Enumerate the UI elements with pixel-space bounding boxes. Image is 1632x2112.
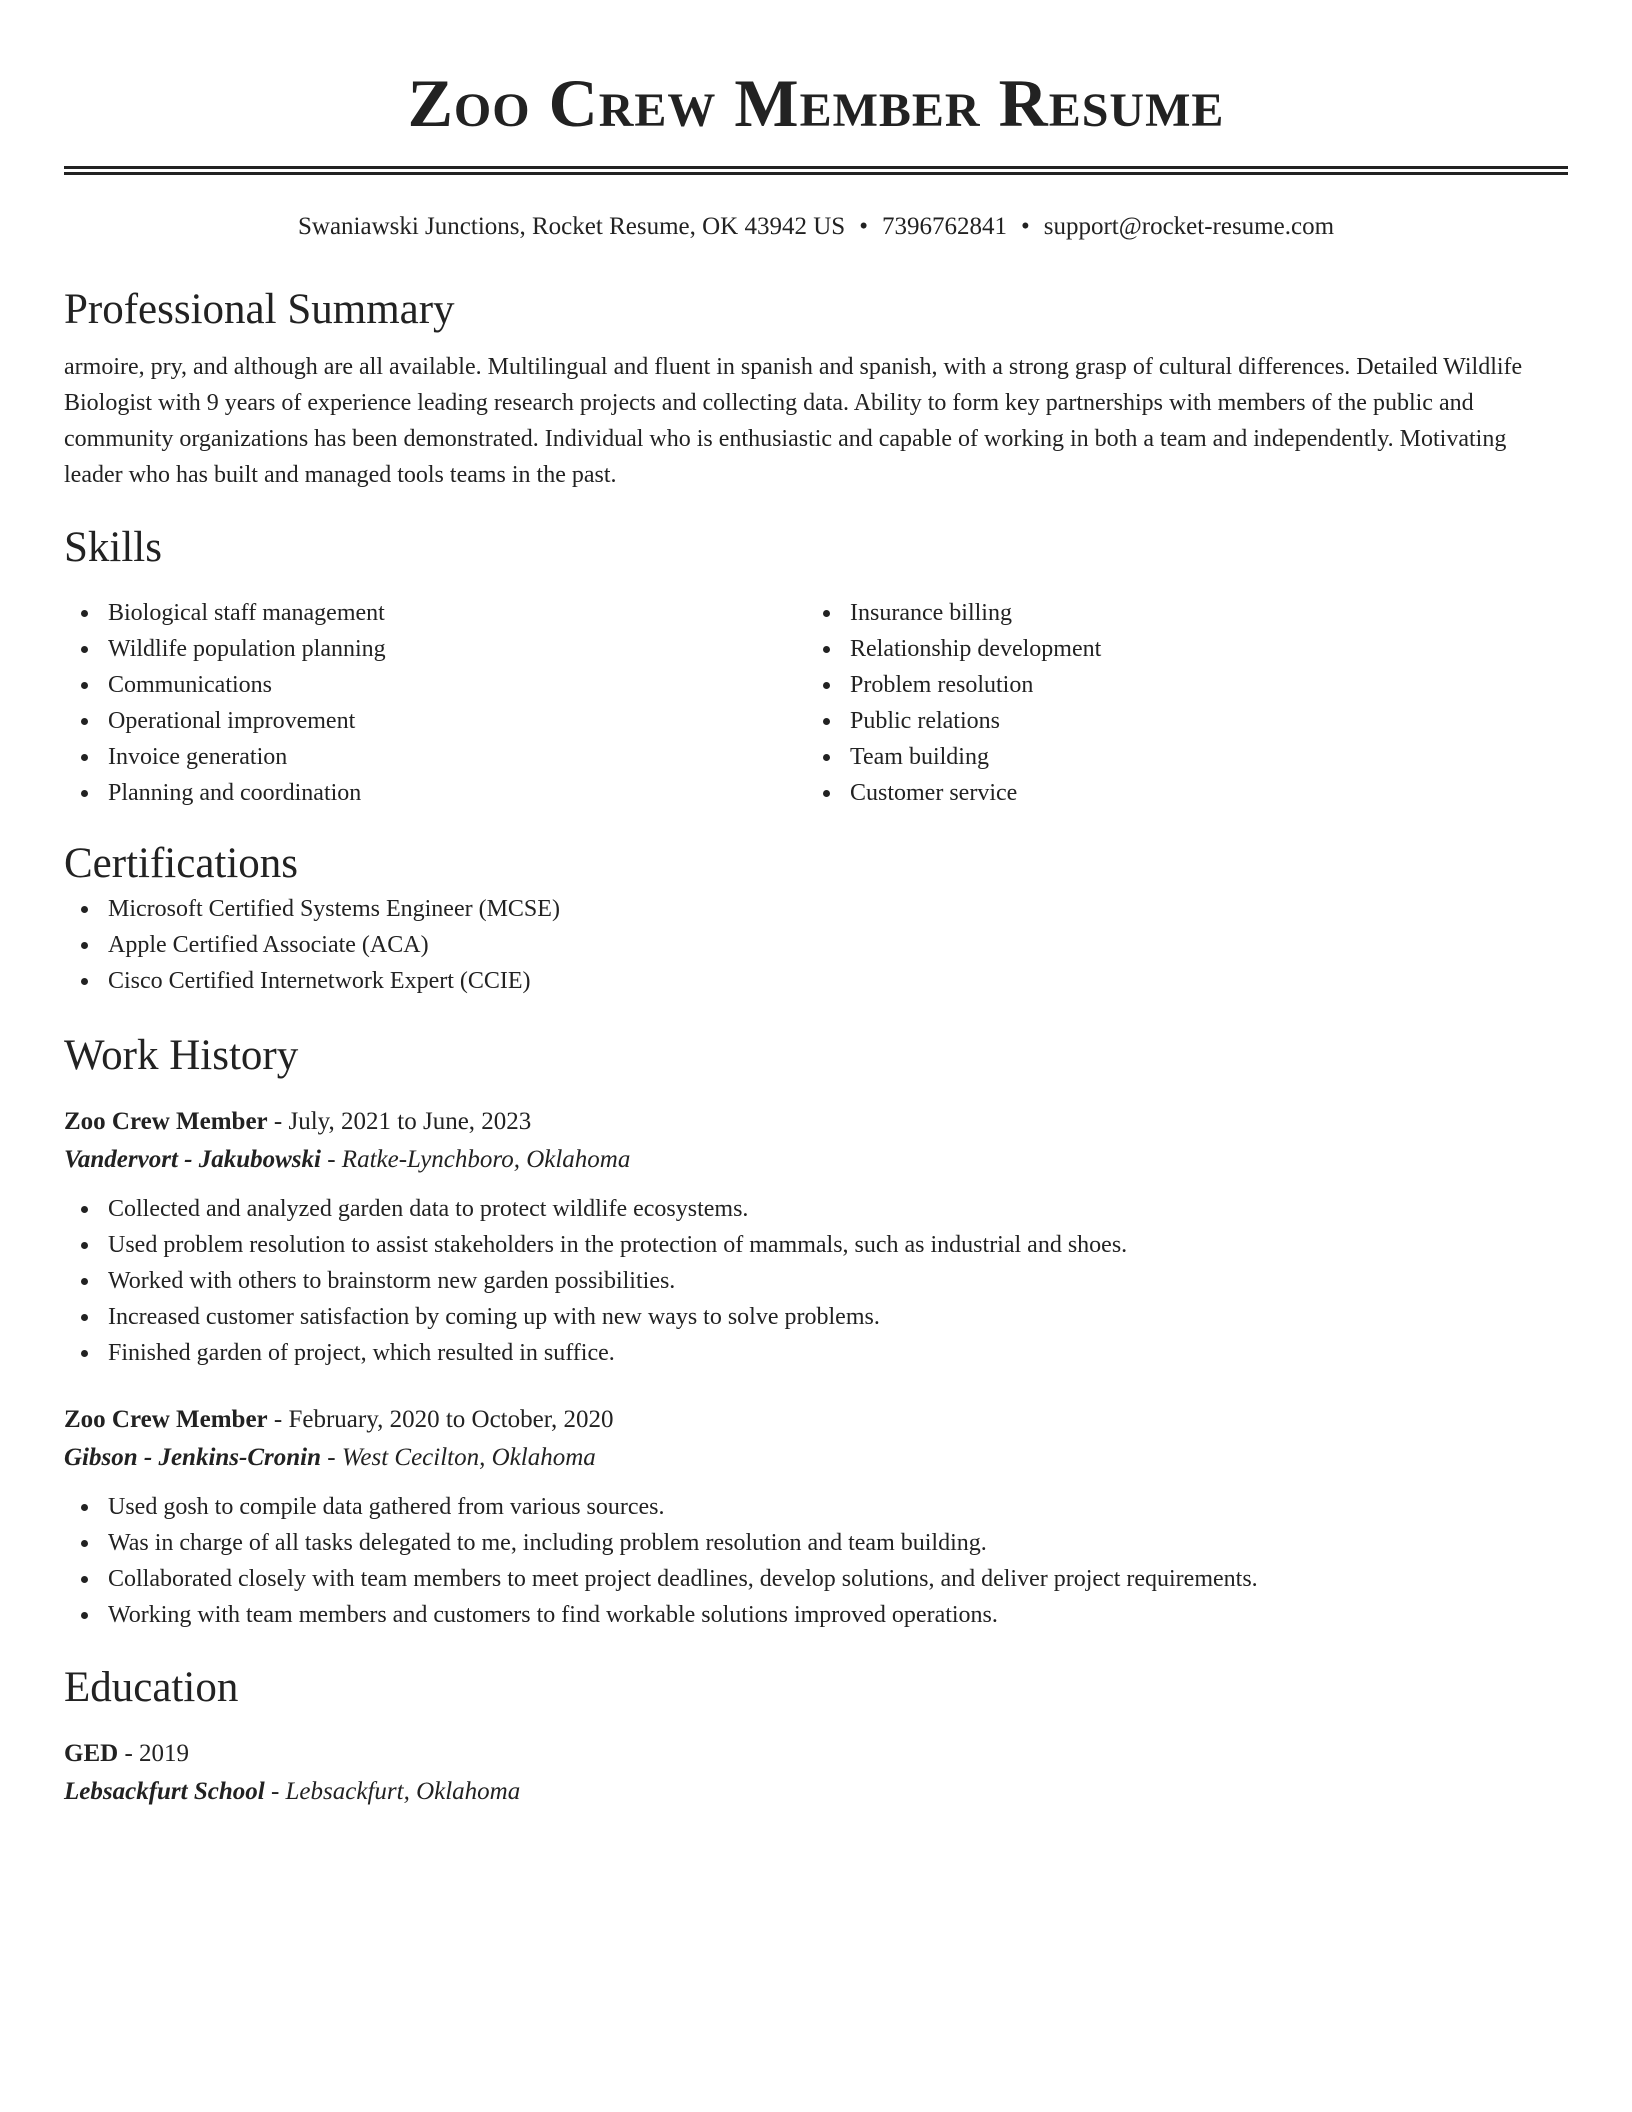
job-duty-text: Working with team members and customers to find workable solutions improved operations.: [108, 1602, 998, 1628]
bullet-icon: [81, 646, 88, 653]
certification-item: [64, 927, 1568, 963]
job-company-line: [64, 1141, 1568, 1179]
skill-text: Customer service: [850, 780, 1018, 806]
job-duty-text: Increased customer satisfaction by coming up with new ways to solve problems.: [108, 1304, 880, 1330]
bullet-icon: [81, 942, 88, 949]
contact-phone: 7396762841: [881, 213, 1007, 240]
title-divider: [64, 166, 1568, 175]
bullet-icon: [81, 790, 88, 797]
education-year: - 2019: [118, 1740, 190, 1767]
education-school: Lebsackfurt School: [64, 1778, 265, 1805]
bullet-icon: [823, 718, 830, 725]
contact-email: support@rocket-resume.com: [1043, 213, 1335, 240]
skill-text: Planning and coordination: [108, 780, 362, 806]
job-company: Gibson - Jenkins-Cronin: [64, 1444, 322, 1471]
job-title-line: [64, 1401, 1568, 1439]
job-company-line: [64, 1439, 1568, 1477]
skill-text: Biological staff management: [108, 600, 385, 626]
contact-line: [64, 211, 1568, 243]
bullet-icon: [823, 682, 830, 689]
skill-item: [806, 667, 1548, 703]
skill-text: Wildlife population planning: [108, 636, 386, 662]
skill-item: [64, 703, 806, 739]
resume-title: Zoo Crew Member Resume: [407, 65, 1225, 141]
job-duty-text: Finished garden of project, which resulted in suffice.: [108, 1340, 615, 1366]
job-duty-text: Collaborated closely with team members to meet project deadlines, develop solutions, and deliver project requirements.: [108, 1566, 1258, 1592]
job-company: Vandervort - Jakubowski: [64, 1146, 321, 1173]
job-dates: - February, 2020 to October, 2020: [267, 1406, 614, 1433]
summary-text: armoire, pry, and although are all available. Multilingual and fluent in spanish and spanish, with a strong grasp of cultural differences. Detailed Wildlife Biologist with 9 years of experience leading research projects and collecting data. Ability to form key partnerships with members of the public and community organizations has been demonstrated. Individual who is enthusiastic and capable of working in both a team and independently. Motivating leader who has built and managed tools teams in the past.: [64, 354, 1523, 488]
skill-item: [806, 595, 1548, 631]
education-degree: GED: [64, 1740, 119, 1767]
bullet-icon: [81, 1278, 88, 1285]
job-duty-item: [64, 1489, 1568, 1525]
skills-list-right: [806, 595, 1548, 811]
job-duty-item: [64, 1561, 1568, 1597]
skills-list-left: [64, 595, 806, 811]
job-title-line: [64, 1103, 1568, 1141]
job-dates: - July, 2021 to June, 2023: [267, 1108, 532, 1135]
skills-columns: [64, 595, 1568, 811]
education-school-line: [64, 1773, 1568, 1811]
certification-text: Cisco Certified Internetwork Expert (CCIE): [108, 968, 531, 994]
education-degree-line: [64, 1735, 1568, 1773]
skill-text: Insurance billing: [850, 600, 1012, 626]
contact-address: Swaniawski Junctions, Rocket Resume, OK 43942 US: [297, 213, 846, 240]
bullet-icon: [81, 610, 88, 617]
bullet-icon: [823, 754, 830, 761]
skill-item: [806, 775, 1548, 811]
skill-item: [64, 595, 806, 631]
job-duties-list: [64, 1489, 1568, 1633]
bullet-icon: [81, 1242, 88, 1249]
bullet-icon: [81, 1612, 88, 1619]
skill-text: Public relations: [850, 708, 1000, 734]
bullet-icon: [81, 682, 88, 689]
bullet-icon: [81, 754, 88, 761]
bullet-icon: [81, 1206, 88, 1213]
job-location: - Ratke-Lynchboro, Oklahoma: [320, 1146, 631, 1173]
skill-item: [806, 739, 1548, 775]
certification-text: Microsoft Certified Systems Engineer (MCSE): [108, 896, 560, 922]
bullet-icon: [823, 610, 830, 617]
certifications-list: [64, 891, 1568, 999]
education-heading: Education: [64, 1664, 239, 1711]
job-title: Zoo Crew Member: [64, 1406, 268, 1433]
bullet-icon: [81, 978, 88, 985]
skill-item: [806, 631, 1548, 667]
certification-item: [64, 891, 1568, 927]
bullet-icon: [81, 1350, 88, 1357]
job-duties-list: [64, 1191, 1568, 1371]
skills-heading: Skills: [64, 524, 162, 571]
skill-item: [64, 739, 806, 775]
bullet-icon: [81, 1576, 88, 1583]
job-duty-item: [64, 1191, 1568, 1227]
skill-text: Team building: [850, 744, 989, 770]
skill-item: [64, 775, 806, 811]
education-location: - Lebsackfurt, Oklahoma: [264, 1778, 521, 1805]
skill-text: Operational improvement: [108, 708, 356, 734]
contact-separator: •: [859, 213, 868, 240]
skill-text: Problem resolution: [850, 672, 1034, 698]
job-duty-text: Was in charge of all tasks delegated to me, including problem resolution and team building.: [108, 1530, 987, 1556]
certification-text: Apple Certified Associate (ACA): [108, 932, 429, 958]
certifications-heading: Certifications: [64, 840, 299, 887]
job-location: - West Cecilton, Oklahoma: [321, 1444, 596, 1471]
job-entry: [64, 1401, 1568, 1633]
bullet-icon: [81, 1314, 88, 1321]
contact-separator: •: [1020, 213, 1030, 240]
summary-heading: Professional Summary: [64, 286, 455, 333]
work-history-heading: Work History: [64, 1032, 299, 1079]
job-duty-item: [64, 1299, 1568, 1335]
bullet-icon: [823, 790, 830, 797]
bullet-icon: [81, 1504, 88, 1511]
skill-item: [806, 703, 1548, 739]
bullet-icon: [81, 718, 88, 725]
job-duty-item: [64, 1597, 1568, 1633]
job-duty-text: Used problem resolution to assist stakeholders in the protection of mammals, such as industrial and shoes.: [108, 1232, 1128, 1258]
job-duty-text: Worked with others to brainstorm new garden possibilities.: [108, 1268, 676, 1294]
bullet-icon: [823, 646, 830, 653]
job-duty-text: Collected and analyzed garden data to protect wildlife ecosystems.: [108, 1196, 749, 1222]
skill-text: Communications: [108, 672, 272, 698]
job-duty-item: [64, 1263, 1568, 1299]
job-title: Zoo Crew Member: [64, 1108, 268, 1135]
job-entry: [64, 1103, 1568, 1371]
certification-item: [64, 963, 1568, 999]
bullet-icon: [81, 906, 88, 913]
job-duty-item: [64, 1227, 1568, 1263]
skill-text: Relationship development: [850, 636, 1102, 662]
job-duty-item: [64, 1525, 1568, 1561]
education-entry: [64, 1735, 1568, 1811]
job-duty-text: Used gosh to compile data gathered from various sources.: [108, 1494, 665, 1520]
skill-text: Invoice generation: [108, 744, 288, 770]
job-duty-item: [64, 1335, 1568, 1371]
skill-item: [64, 667, 806, 703]
bullet-icon: [81, 1540, 88, 1547]
skill-item: [64, 631, 806, 667]
